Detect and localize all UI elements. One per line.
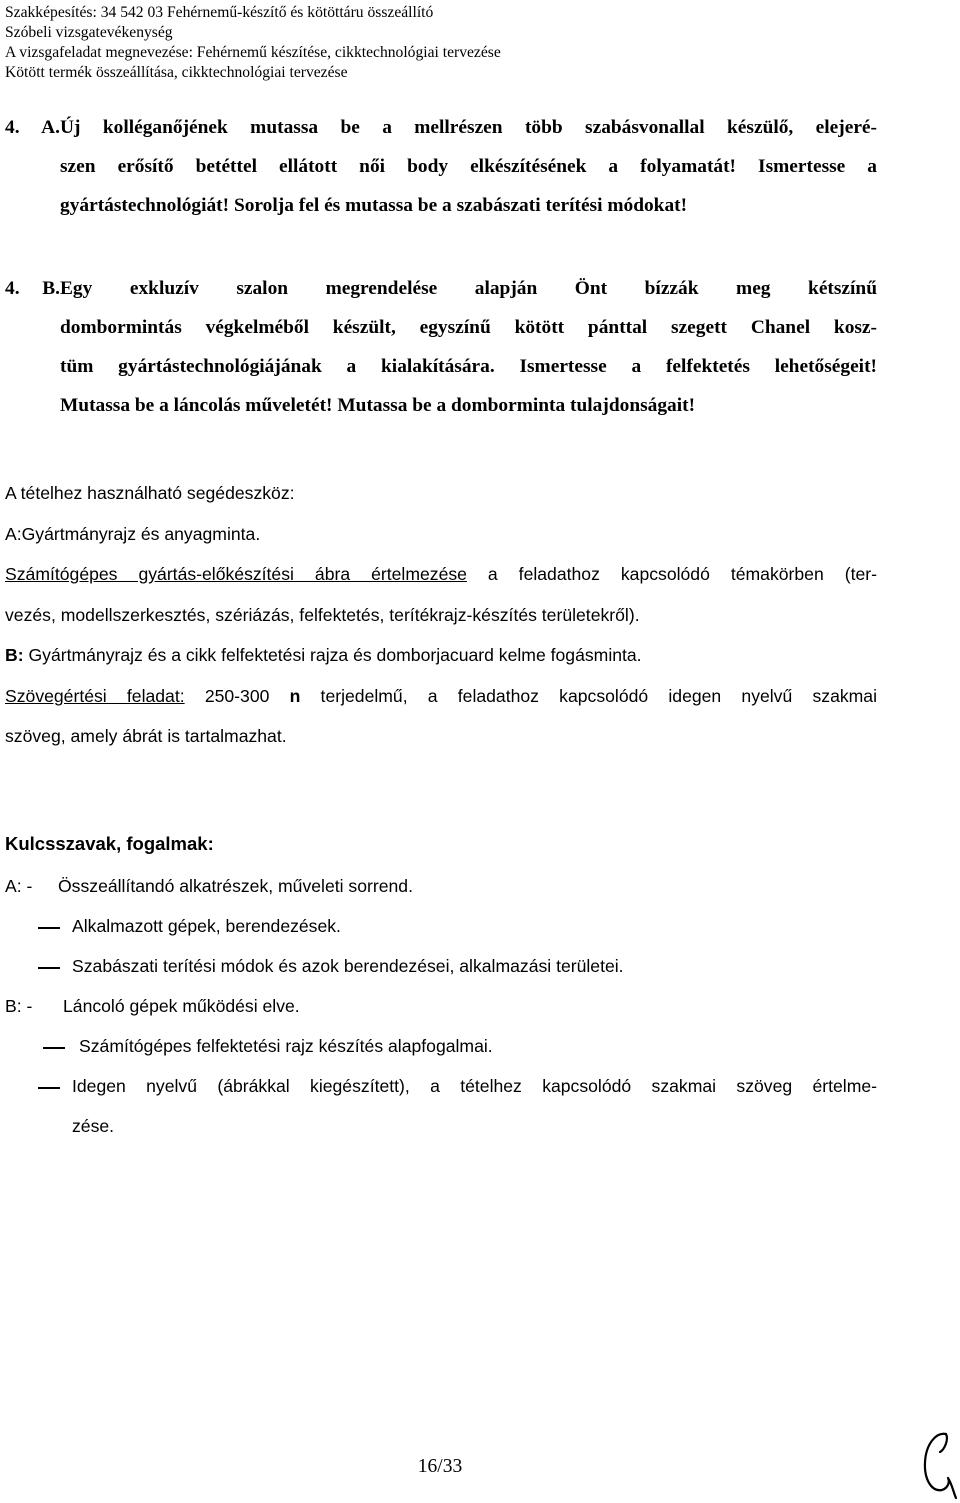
keyword-a-3: Szabászati terítési módok és azok berendezései, alkalmazási területei. — [5, 946, 877, 986]
tools-b-line: B: Gyártmányrajz és a cikk felfektetési rajza és domborjacuard kelme fogásminta. — [5, 645, 642, 665]
page-header — [5, 3, 955, 83]
header-task-name: A vizsgafeladat megnevezése: Fehérnemű készítése, cikktechnológiai tervezése — [5, 44, 501, 61]
dash-bullet — [43, 1047, 65, 1049]
tools-heading: A tételhez használható segédeszköz: — [5, 483, 295, 503]
task-b-line-1: 4. B.Egy exkluzív szalon megrendelése alapján Önt bízzák meg kétszínű — [5, 269, 877, 308]
task-a-line-1: 4. A.Új kolléganőjének mutassa be a mellrészen több szabásvonallal készülő, elejeré- — [5, 108, 877, 147]
keywords-list — [5, 866, 877, 1146]
header-task-subname: Kötött termék összeállítása, cikktechnológiai tervezése — [5, 64, 348, 81]
header-exam-type: Szóbeli vizsgatevékenység — [5, 24, 173, 41]
task-b-line-3: tüm gyártástechnológiájának a kialakítására. Ismertesse a felfektetés lehetőségeit! — [60, 356, 877, 377]
text-task-line-2: szöveg, amely ábrát is tartalmazhat. — [5, 726, 287, 746]
dash-bullet — [38, 927, 60, 929]
task-b-label: 4. B. — [5, 278, 60, 299]
keyword-b-3: Idegen nyelvű (ábrákkal kiegészített), a tételhez kapcsolódó szakmai szöveg értelme- — [5, 1066, 877, 1106]
dash-bullet — [38, 967, 60, 969]
tools-cad-line-1: Számítógépes gyártás-előkészítési ábra értelmezése a feladathoz kapcsolódó témakörben (ter- — [5, 564, 877, 584]
tools-a-line: A:Gyártmányrajz és anyagminta. — [5, 523, 261, 544]
task-a-label: 4. A. — [5, 117, 60, 138]
task-a-line-2: szen erősítő betéttel ellátott női body elkészítésének a folyamatát! Ismertesse a — [60, 156, 877, 177]
keyword-a-prefix: A: - — [5, 876, 33, 896]
keyword-a-2: Alkalmazott gépek, berendezések. — [5, 906, 877, 946]
keywords-title: Kulcsszavak, fogalmak: — [5, 833, 214, 854]
page-number: 16/33 — [417, 1456, 463, 1477]
signature-mark — [918, 1428, 958, 1500]
keyword-a-1: A: - Összeállítandó alkatrészek, műveleti sorrend. — [5, 876, 413, 896]
keyword-b-3-cont: zése. — [72, 1116, 115, 1136]
tools-section — [5, 473, 877, 757]
task-a — [5, 108, 877, 225]
tools-b-label: B: — [5, 645, 24, 665]
keyword-b-1: B: - Láncoló gépek működési elve. — [5, 996, 300, 1016]
dash-bullet — [38, 1087, 60, 1089]
task-a-line-3: gyártástechnológiát! Sorolja fel és mutassa be a szabászati terítési módokat! — [60, 195, 688, 216]
text-task-label: Szövegértési feladat: — [5, 685, 185, 706]
task-b — [5, 269, 877, 425]
header-qualification: Szakképesítés: 34 542 03 Fehérnemű-készítő és kötöttáru összeállító — [5, 4, 434, 21]
task-b-line-4: Mutassa be a láncolás műveletét! Mutassa be a domborminta tulajdonságait! — [60, 395, 696, 416]
keyword-b-prefix: B: - — [5, 996, 33, 1016]
cad-task-label: Számítógépes gyártás-előkészítési ábra értelmezése — [5, 564, 467, 584]
task-b-line-2: dombormintás végkelméből készült, egyszínű kötött pánttal szegett Chanel kosz- — [60, 317, 877, 338]
tools-cad-line-2: vezés, modellszerkesztés, szériázás, felfektetés, terítékrajz-készítés területekről). — [5, 604, 640, 625]
text-task-line-1: Szövegértési feladat: 250-300 n terjedelmű, a feladathoz kapcsolódó idegen nyelvű szakmai — [5, 685, 877, 706]
keyword-b-2: Számítógépes felfektetési rajz készítés alapfogalmai. — [5, 1026, 877, 1066]
